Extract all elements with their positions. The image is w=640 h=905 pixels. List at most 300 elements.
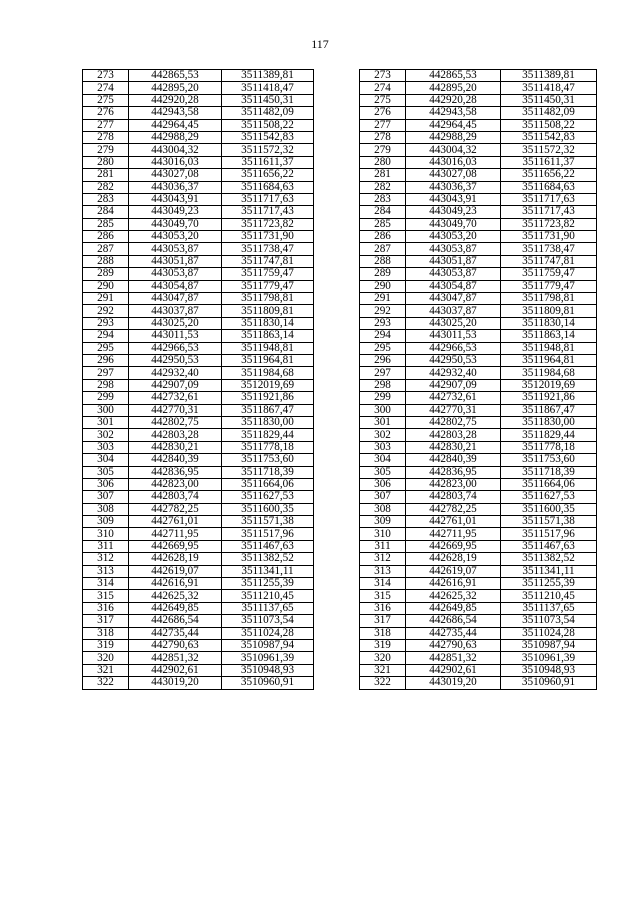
point-number-cell: 276 xyxy=(83,107,129,119)
table-row xyxy=(360,639,597,651)
y-coordinate-cell: 3511024,28 xyxy=(222,627,314,639)
table-row xyxy=(360,305,597,317)
x-coordinate-cell: 443037,87 xyxy=(129,305,222,317)
x-coordinate-cell: 443047,87 xyxy=(129,293,222,305)
table-row xyxy=(360,144,597,156)
point-number-cell: 299 xyxy=(83,392,129,404)
x-coordinate-cell: 443016,03 xyxy=(406,156,501,168)
y-coordinate-cell: 3511467,63 xyxy=(501,540,597,552)
x-coordinate-cell: 443004,32 xyxy=(129,144,222,156)
point-number-cell: 283 xyxy=(83,193,129,205)
table-row xyxy=(83,441,314,453)
x-coordinate-cell: 442649,85 xyxy=(406,602,501,614)
point-number-cell: 282 xyxy=(83,181,129,193)
y-coordinate-cell: 3511210,45 xyxy=(222,590,314,602)
table-row xyxy=(360,82,597,94)
x-coordinate-cell: 442950,53 xyxy=(129,354,222,366)
table-row xyxy=(83,491,314,503)
coordinates-table-right xyxy=(359,69,597,690)
y-coordinate-cell: 3511964,81 xyxy=(222,354,314,366)
point-number-cell: 309 xyxy=(83,516,129,528)
x-coordinate-cell: 442943,58 xyxy=(406,107,501,119)
point-number-cell: 315 xyxy=(360,590,406,602)
point-number-cell: 293 xyxy=(360,317,406,329)
x-coordinate-cell: 442735,44 xyxy=(406,627,501,639)
y-coordinate-cell: 3511778,18 xyxy=(501,441,597,453)
table-row xyxy=(360,540,597,552)
point-number-cell: 307 xyxy=(83,491,129,503)
y-coordinate-cell: 3511542,83 xyxy=(222,131,314,143)
table-row xyxy=(360,503,597,515)
table-row xyxy=(360,255,597,267)
x-coordinate-cell: 443049,70 xyxy=(406,218,501,230)
table-row xyxy=(360,218,597,230)
x-coordinate-cell: 442823,00 xyxy=(406,478,501,490)
x-coordinate-cell: 443019,20 xyxy=(406,677,501,689)
table-row xyxy=(83,181,314,193)
table-row xyxy=(360,169,597,181)
y-coordinate-cell: 3511738,47 xyxy=(501,243,597,255)
x-coordinate-cell: 442628,19 xyxy=(406,553,501,565)
table-row xyxy=(83,169,314,181)
table-row xyxy=(83,367,314,379)
y-coordinate-cell: 3511073,54 xyxy=(501,615,597,627)
y-coordinate-cell: 3511600,35 xyxy=(501,503,597,515)
y-coordinate-cell: 3511747,81 xyxy=(222,255,314,267)
point-number-cell: 288 xyxy=(360,255,406,267)
x-coordinate-cell: 442790,63 xyxy=(406,639,501,651)
point-number-cell: 280 xyxy=(360,156,406,168)
y-coordinate-cell: 3511723,82 xyxy=(501,218,597,230)
x-coordinate-cell: 442830,21 xyxy=(406,441,501,453)
point-number-cell: 277 xyxy=(360,119,406,131)
x-coordinate-cell: 443047,87 xyxy=(406,293,501,305)
point-number-cell: 314 xyxy=(83,578,129,590)
y-coordinate-cell: 3511656,22 xyxy=(222,169,314,181)
y-coordinate-cell: 3510961,39 xyxy=(222,652,314,664)
x-coordinate-cell: 443053,87 xyxy=(129,268,222,280)
table-row xyxy=(83,280,314,292)
x-coordinate-cell: 443049,70 xyxy=(129,218,222,230)
x-coordinate-cell: 442988,29 xyxy=(406,131,501,143)
point-number-cell: 303 xyxy=(83,441,129,453)
point-number-cell: 284 xyxy=(360,206,406,218)
y-coordinate-cell: 3511517,96 xyxy=(501,528,597,540)
point-number-cell: 287 xyxy=(360,243,406,255)
x-coordinate-cell: 442988,29 xyxy=(129,131,222,143)
point-number-cell: 292 xyxy=(83,305,129,317)
table-row xyxy=(360,94,597,106)
x-coordinate-cell: 442836,95 xyxy=(406,466,501,478)
point-number-cell: 280 xyxy=(83,156,129,168)
x-coordinate-cell: 442803,28 xyxy=(129,429,222,441)
y-coordinate-cell: 3511572,32 xyxy=(222,144,314,156)
table-row xyxy=(83,218,314,230)
y-coordinate-cell: 3511809,81 xyxy=(222,305,314,317)
y-coordinate-cell: 3511450,31 xyxy=(501,94,597,106)
y-coordinate-cell: 3511572,32 xyxy=(501,144,597,156)
point-number-cell: 310 xyxy=(83,528,129,540)
point-number-cell: 317 xyxy=(83,615,129,627)
y-coordinate-cell: 3511482,09 xyxy=(501,107,597,119)
x-coordinate-cell: 442895,20 xyxy=(129,82,222,94)
y-coordinate-cell: 3511921,86 xyxy=(501,392,597,404)
x-coordinate-cell: 442964,45 xyxy=(129,119,222,131)
x-coordinate-cell: 442625,32 xyxy=(129,590,222,602)
table-row xyxy=(360,280,597,292)
y-coordinate-cell: 3511255,39 xyxy=(222,578,314,590)
x-coordinate-cell: 442865,53 xyxy=(129,70,222,82)
point-number-cell: 309 xyxy=(360,516,406,528)
table-row xyxy=(360,454,597,466)
table-row xyxy=(360,553,597,565)
x-coordinate-cell: 442686,54 xyxy=(406,615,501,627)
table-row xyxy=(360,156,597,168)
x-coordinate-cell: 442625,32 xyxy=(406,590,501,602)
point-number-cell: 275 xyxy=(360,94,406,106)
x-coordinate-cell: 443004,32 xyxy=(406,144,501,156)
y-coordinate-cell: 3511418,47 xyxy=(501,82,597,94)
y-coordinate-cell: 3511948,81 xyxy=(501,342,597,354)
point-number-cell: 273 xyxy=(360,70,406,82)
y-coordinate-cell: 3511984,68 xyxy=(501,367,597,379)
y-coordinate-cell: 3511863,14 xyxy=(222,330,314,342)
x-coordinate-cell: 443036,37 xyxy=(406,181,501,193)
point-number-cell: 297 xyxy=(83,367,129,379)
point-number-cell: 286 xyxy=(360,231,406,243)
x-coordinate-cell: 443049,23 xyxy=(406,206,501,218)
y-coordinate-cell: 3511382,52 xyxy=(222,553,314,565)
point-number-cell: 318 xyxy=(360,627,406,639)
point-number-cell: 311 xyxy=(360,540,406,552)
y-coordinate-cell: 3511717,63 xyxy=(501,193,597,205)
x-coordinate-cell: 443051,87 xyxy=(129,255,222,267)
x-coordinate-cell: 442761,01 xyxy=(129,516,222,528)
x-coordinate-cell: 442966,53 xyxy=(406,342,501,354)
table-row xyxy=(83,268,314,280)
y-coordinate-cell: 3511389,81 xyxy=(501,70,597,82)
y-coordinate-cell: 3511255,39 xyxy=(501,578,597,590)
table-row xyxy=(83,231,314,243)
point-number-cell: 273 xyxy=(83,70,129,82)
x-coordinate-cell: 442669,95 xyxy=(406,540,501,552)
y-coordinate-cell: 3511779,47 xyxy=(501,280,597,292)
y-coordinate-cell: 3511759,47 xyxy=(501,268,597,280)
point-number-cell: 315 xyxy=(83,590,129,602)
y-coordinate-cell: 3511948,81 xyxy=(222,342,314,354)
point-number-cell: 321 xyxy=(360,664,406,676)
y-coordinate-cell: 3510987,94 xyxy=(222,639,314,651)
point-number-cell: 295 xyxy=(360,342,406,354)
y-coordinate-cell: 3511210,45 xyxy=(501,590,597,602)
point-number-cell: 296 xyxy=(83,354,129,366)
table-row xyxy=(360,441,597,453)
table-row xyxy=(83,243,314,255)
x-coordinate-cell: 443054,87 xyxy=(406,280,501,292)
y-coordinate-cell: 3511718,39 xyxy=(222,466,314,478)
x-coordinate-cell: 442836,95 xyxy=(129,466,222,478)
y-coordinate-cell: 3511508,22 xyxy=(222,119,314,131)
point-number-cell: 320 xyxy=(360,652,406,664)
x-coordinate-cell: 443049,23 xyxy=(129,206,222,218)
x-coordinate-cell: 442902,61 xyxy=(406,664,501,676)
point-number-cell: 301 xyxy=(360,416,406,428)
y-coordinate-cell: 3511137,65 xyxy=(501,602,597,614)
x-coordinate-cell: 443051,87 xyxy=(406,255,501,267)
x-coordinate-cell: 442840,39 xyxy=(406,454,501,466)
y-coordinate-cell: 3511717,63 xyxy=(222,193,314,205)
table-row xyxy=(83,454,314,466)
x-coordinate-cell: 442932,40 xyxy=(406,367,501,379)
x-coordinate-cell: 442790,63 xyxy=(129,639,222,651)
point-number-cell: 312 xyxy=(360,553,406,565)
table-row xyxy=(83,82,314,94)
x-coordinate-cell: 443011,53 xyxy=(406,330,501,342)
y-coordinate-cell: 3511964,81 xyxy=(501,354,597,366)
x-coordinate-cell: 443036,37 xyxy=(129,181,222,193)
point-number-cell: 321 xyxy=(83,664,129,676)
point-number-cell: 275 xyxy=(83,94,129,106)
x-coordinate-cell: 442840,39 xyxy=(129,454,222,466)
x-coordinate-cell: 442802,75 xyxy=(406,416,501,428)
y-coordinate-cell: 3510987,94 xyxy=(501,639,597,651)
table-row xyxy=(83,119,314,131)
point-number-cell: 283 xyxy=(360,193,406,205)
point-number-cell: 290 xyxy=(83,280,129,292)
y-coordinate-cell: 3511611,37 xyxy=(501,156,597,168)
x-coordinate-cell: 442865,53 xyxy=(406,70,501,82)
table-row xyxy=(360,392,597,404)
y-coordinate-cell: 3511830,00 xyxy=(222,416,314,428)
point-number-cell: 319 xyxy=(360,639,406,651)
x-coordinate-cell: 442851,32 xyxy=(406,652,501,664)
y-coordinate-cell: 3511867,47 xyxy=(222,404,314,416)
y-coordinate-cell: 3511717,43 xyxy=(501,206,597,218)
y-coordinate-cell: 3511738,47 xyxy=(222,243,314,255)
y-coordinate-cell: 3511024,28 xyxy=(501,627,597,639)
table-row xyxy=(360,70,597,82)
y-coordinate-cell: 3511571,38 xyxy=(222,516,314,528)
table-row xyxy=(83,578,314,590)
point-number-cell: 290 xyxy=(360,280,406,292)
y-coordinate-cell: 3511482,09 xyxy=(222,107,314,119)
point-number-cell: 282 xyxy=(360,181,406,193)
point-number-cell: 287 xyxy=(83,243,129,255)
table-row xyxy=(83,107,314,119)
table-row xyxy=(83,206,314,218)
table-row xyxy=(360,491,597,503)
point-number-cell: 274 xyxy=(360,82,406,94)
x-coordinate-cell: 443043,91 xyxy=(129,193,222,205)
table-row xyxy=(83,602,314,614)
x-coordinate-cell: 442920,28 xyxy=(129,94,222,106)
point-number-cell: 320 xyxy=(83,652,129,664)
x-coordinate-cell: 442782,25 xyxy=(129,503,222,515)
y-coordinate-cell: 3511542,83 xyxy=(501,131,597,143)
table-row xyxy=(360,181,597,193)
table-row xyxy=(360,107,597,119)
table-row xyxy=(360,231,597,243)
x-coordinate-cell: 443016,03 xyxy=(129,156,222,168)
point-number-cell: 279 xyxy=(83,144,129,156)
table-row xyxy=(360,429,597,441)
x-coordinate-cell: 442803,74 xyxy=(129,491,222,503)
y-coordinate-cell: 3511731,90 xyxy=(501,231,597,243)
point-number-cell: 297 xyxy=(360,367,406,379)
point-number-cell: 301 xyxy=(83,416,129,428)
point-number-cell: 294 xyxy=(83,330,129,342)
x-coordinate-cell: 442686,54 xyxy=(129,615,222,627)
point-number-cell: 322 xyxy=(83,677,129,689)
point-number-cell: 299 xyxy=(360,392,406,404)
table-row xyxy=(83,330,314,342)
point-number-cell: 313 xyxy=(360,565,406,577)
y-coordinate-cell: 3511137,65 xyxy=(222,602,314,614)
point-number-cell: 286 xyxy=(83,231,129,243)
y-coordinate-cell: 3511798,81 xyxy=(501,293,597,305)
point-number-cell: 322 xyxy=(360,677,406,689)
page-number: 117 xyxy=(311,37,329,51)
y-coordinate-cell: 3511921,86 xyxy=(222,392,314,404)
table-row xyxy=(360,268,597,280)
y-coordinate-cell: 3511778,18 xyxy=(222,441,314,453)
table-row xyxy=(83,615,314,627)
table-row xyxy=(83,379,314,391)
x-coordinate-cell: 443027,08 xyxy=(129,169,222,181)
point-number-cell: 302 xyxy=(83,429,129,441)
x-coordinate-cell: 442616,91 xyxy=(406,578,501,590)
y-coordinate-cell: 3510948,93 xyxy=(501,664,597,676)
point-number-cell: 300 xyxy=(360,404,406,416)
y-coordinate-cell: 3511611,37 xyxy=(222,156,314,168)
table-row xyxy=(83,503,314,515)
table-row xyxy=(83,317,314,329)
point-number-cell: 295 xyxy=(83,342,129,354)
x-coordinate-cell: 442770,31 xyxy=(129,404,222,416)
x-coordinate-cell: 442803,74 xyxy=(406,491,501,503)
point-number-cell: 284 xyxy=(83,206,129,218)
table-row xyxy=(83,416,314,428)
y-coordinate-cell: 3511723,82 xyxy=(222,218,314,230)
y-coordinate-cell: 3511341,11 xyxy=(501,565,597,577)
x-coordinate-cell: 442902,61 xyxy=(129,664,222,676)
table-row xyxy=(83,70,314,82)
x-coordinate-cell: 442711,95 xyxy=(129,528,222,540)
y-coordinate-cell: 3511600,35 xyxy=(222,503,314,515)
table-row xyxy=(360,416,597,428)
table-row xyxy=(83,94,314,106)
table-row xyxy=(83,528,314,540)
x-coordinate-cell: 442732,61 xyxy=(129,392,222,404)
table-row xyxy=(83,144,314,156)
point-number-cell: 296 xyxy=(360,354,406,366)
y-coordinate-cell: 3511984,68 xyxy=(222,367,314,379)
x-coordinate-cell: 442920,28 xyxy=(406,94,501,106)
table-row xyxy=(83,342,314,354)
y-coordinate-cell: 3511664,06 xyxy=(222,478,314,490)
point-number-cell: 316 xyxy=(83,602,129,614)
point-number-cell: 292 xyxy=(360,305,406,317)
x-coordinate-cell: 442802,75 xyxy=(129,416,222,428)
point-number-cell: 305 xyxy=(360,466,406,478)
y-coordinate-cell: 3511664,06 xyxy=(501,478,597,490)
table-row xyxy=(360,119,597,131)
point-number-cell: 276 xyxy=(360,107,406,119)
table-row xyxy=(83,627,314,639)
table-row xyxy=(360,206,597,218)
y-coordinate-cell: 3511731,90 xyxy=(222,231,314,243)
y-coordinate-cell: 3511508,22 xyxy=(501,119,597,131)
y-coordinate-cell: 3511717,43 xyxy=(222,206,314,218)
point-number-cell: 313 xyxy=(83,565,129,577)
point-number-cell: 317 xyxy=(360,615,406,627)
table-row xyxy=(360,664,597,676)
table-row xyxy=(83,193,314,205)
table-row xyxy=(360,652,597,664)
x-coordinate-cell: 442907,09 xyxy=(129,379,222,391)
x-coordinate-cell: 442943,58 xyxy=(129,107,222,119)
x-coordinate-cell: 442616,91 xyxy=(129,578,222,590)
x-coordinate-cell: 442711,95 xyxy=(406,528,501,540)
point-number-cell: 303 xyxy=(360,441,406,453)
point-number-cell: 308 xyxy=(360,503,406,515)
x-coordinate-cell: 443053,87 xyxy=(406,268,501,280)
y-coordinate-cell: 3511830,14 xyxy=(501,317,597,329)
x-coordinate-cell: 443043,91 xyxy=(406,193,501,205)
table-row xyxy=(360,330,597,342)
table-row xyxy=(83,652,314,664)
table-row xyxy=(360,317,597,329)
point-number-cell: 281 xyxy=(83,169,129,181)
point-number-cell: 291 xyxy=(83,293,129,305)
y-coordinate-cell: 3510948,93 xyxy=(222,664,314,676)
point-number-cell: 304 xyxy=(360,454,406,466)
y-coordinate-cell: 3511867,47 xyxy=(501,404,597,416)
point-number-cell: 318 xyxy=(83,627,129,639)
x-coordinate-cell: 443037,87 xyxy=(406,305,501,317)
y-coordinate-cell: 3511829,44 xyxy=(222,429,314,441)
point-number-cell: 307 xyxy=(360,491,406,503)
y-coordinate-cell: 3510960,91 xyxy=(222,677,314,689)
point-number-cell: 306 xyxy=(360,478,406,490)
table-row xyxy=(360,243,597,255)
point-number-cell: 308 xyxy=(83,503,129,515)
point-number-cell: 306 xyxy=(83,478,129,490)
y-coordinate-cell: 3511656,22 xyxy=(501,169,597,181)
point-number-cell: 302 xyxy=(360,429,406,441)
x-coordinate-cell: 442782,25 xyxy=(406,503,501,515)
x-coordinate-cell: 443027,08 xyxy=(406,169,501,181)
y-coordinate-cell: 3511627,53 xyxy=(222,491,314,503)
point-number-cell: 314 xyxy=(360,578,406,590)
x-coordinate-cell: 442851,32 xyxy=(129,652,222,664)
y-coordinate-cell: 3511418,47 xyxy=(222,82,314,94)
table-row xyxy=(360,354,597,366)
x-coordinate-cell: 442669,95 xyxy=(129,540,222,552)
point-number-cell: 278 xyxy=(83,131,129,143)
table-row xyxy=(360,478,597,490)
x-coordinate-cell: 442803,28 xyxy=(406,429,501,441)
table-row xyxy=(360,615,597,627)
y-coordinate-cell: 3510960,91 xyxy=(501,677,597,689)
point-number-cell: 312 xyxy=(83,553,129,565)
x-coordinate-cell: 443054,87 xyxy=(129,280,222,292)
y-coordinate-cell: 3511517,96 xyxy=(222,528,314,540)
y-coordinate-cell: 3511389,81 xyxy=(222,70,314,82)
table-row xyxy=(83,516,314,528)
point-number-cell: 288 xyxy=(83,255,129,267)
table-row xyxy=(83,639,314,651)
